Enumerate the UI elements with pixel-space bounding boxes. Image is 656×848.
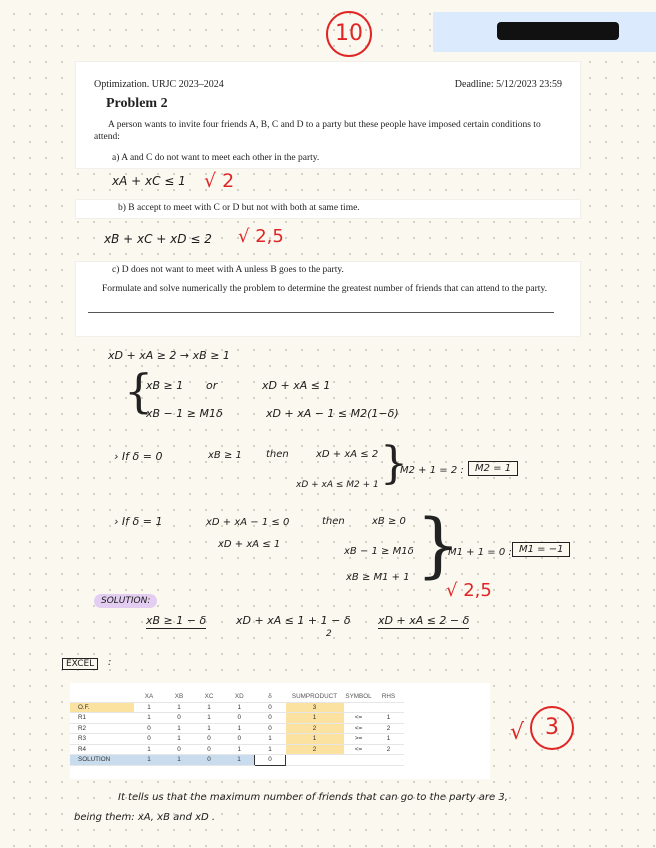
excel-header-cell: XD xyxy=(224,692,255,702)
excel-cell: 0 xyxy=(194,744,224,755)
excel-cell: 1 xyxy=(194,702,224,713)
excel-cell: 0 xyxy=(255,723,286,734)
score-c: √ 2,5 xyxy=(446,580,492,601)
header-left: Optimization. URJC 2023–2024 xyxy=(94,79,224,90)
solution-tag: SOLUTION: xyxy=(94,594,157,608)
excel-cell xyxy=(344,755,374,766)
excel-cell: <= xyxy=(344,723,374,734)
excel-cell: 0 xyxy=(255,702,286,713)
problem-intro: A person wants to invite four friends A, B, C and D to a party but these people have imposed certain conditions to attend: xyxy=(94,120,541,142)
excel-cell: 1 xyxy=(134,755,164,766)
excel-cell: 0 xyxy=(194,734,224,745)
excel-cell: 1 xyxy=(255,734,286,745)
score-b: √ 2,5 xyxy=(238,226,284,247)
conclusion-line-1: It tells us that the maximum number of friends that can go to the party are 3, xyxy=(118,792,508,803)
excel-sheet xyxy=(70,683,490,779)
excel-header-cell: XC xyxy=(194,692,224,702)
excel-header-cell: RHS xyxy=(374,692,404,702)
condition-a: a) A and C do not want to meet each other in the party. xyxy=(112,153,320,163)
excel-cell: 1 xyxy=(134,713,164,724)
excel-cell: 2 xyxy=(374,723,404,734)
excel-row-label: R2 xyxy=(70,723,134,734)
excel-row-label: R1 xyxy=(70,713,134,724)
excel-cell: 0 xyxy=(224,713,255,724)
excel-cell: 2 xyxy=(286,744,344,755)
case2-right3: xB ≥ M1 + 1 xyxy=(346,572,410,583)
excel-cell: 1 xyxy=(224,755,255,766)
excel-cell: 1 xyxy=(286,713,344,724)
excel-cell xyxy=(344,702,374,713)
excel-cell: 0 xyxy=(134,734,164,745)
redaction-bar xyxy=(497,22,619,40)
excel-row xyxy=(70,713,404,724)
sys1-or: or xyxy=(206,379,218,392)
problem-statement-bottom xyxy=(76,262,580,336)
score-excel-value: 3 xyxy=(545,715,559,740)
excel-cell: 1 xyxy=(374,713,404,724)
excel-cell: 1 xyxy=(224,744,255,755)
excel-row xyxy=(70,755,404,766)
excel-cell: <= xyxy=(344,744,374,755)
problem-title: Problem 2 xyxy=(106,96,168,111)
case2-label: › If δ = 1 xyxy=(114,515,163,528)
excel-cell: >= xyxy=(344,734,374,745)
problem-statement-b xyxy=(76,200,580,218)
sys1-left: xB ≥ 1 xyxy=(146,379,184,392)
case1-boxed-result: M2 = 1 xyxy=(468,461,518,476)
handwritten-eq-b: xB + xC + xD ≤ 2 xyxy=(104,232,212,246)
excel-row-label: SOLUTION xyxy=(70,755,134,766)
excel-cell: 0 xyxy=(134,723,164,734)
case1-line1: xD + xA ≤ 2 xyxy=(316,449,379,460)
case1-label: › If δ = 0 xyxy=(114,450,163,463)
excel-row-label: R4 xyxy=(70,744,134,755)
score-a: √ 2 xyxy=(204,170,235,192)
excel-header-cell: SYMBOL xyxy=(345,693,372,701)
excel-row-label: O.F. xyxy=(70,702,134,713)
problem-statement-top xyxy=(76,62,580,168)
excel-cell: 1 xyxy=(164,702,194,713)
case2-right2: xB − 1 ≥ M1δ xyxy=(344,546,414,557)
excel-header-cell: XA xyxy=(134,692,164,702)
case2-line2: xD + xA ≤ 1 xyxy=(218,539,281,550)
excel-cell: 1 xyxy=(134,702,164,713)
header-right: Deadline: 5/12/2023 23:59 xyxy=(454,79,562,90)
sys2-right: xD + xA − 1 ≤ M2(1−δ) xyxy=(266,407,399,420)
system-brace-1: { xyxy=(124,364,154,418)
excel-cell: <= xyxy=(344,713,374,724)
excel-cell: 2 xyxy=(374,744,404,755)
excel-cell: 1 xyxy=(286,734,344,745)
excel-row xyxy=(70,723,404,734)
solution-eq-1: xB ≥ 1 − δ xyxy=(146,614,207,627)
grade-value: 10 xyxy=(335,21,363,46)
excel-cell: 1 xyxy=(164,755,194,766)
case2-result: M1 + 1 = 0 : xyxy=(448,547,512,558)
conclusion-line-2: being them: xA, xB and xD . xyxy=(74,812,216,823)
excel-cell: 1 xyxy=(224,723,255,734)
excel-row xyxy=(70,734,404,745)
solution-eq-2: xD + xA ≤ 1 + 1 − δ xyxy=(236,614,351,627)
excel-header-row xyxy=(70,692,404,702)
case1-then: then xyxy=(266,449,289,460)
solution-eq-2-denominator: 2 xyxy=(326,629,332,639)
excel-row xyxy=(70,744,404,755)
excel-cell: 0 xyxy=(255,713,286,724)
case2-right1: xB ≥ 0 xyxy=(372,516,406,527)
case1-brace: } xyxy=(380,438,408,489)
case2-brace: } xyxy=(416,504,461,586)
excel-header-cell xyxy=(70,692,134,702)
condition-c: c) D does not want to meet with A unless B goes to the party. xyxy=(112,265,344,275)
case2-then: then xyxy=(322,516,345,527)
case1-condition: xB ≥ 1 xyxy=(208,450,242,461)
rule-line xyxy=(88,312,554,313)
excel-row-label: R3 xyxy=(70,734,134,745)
excel-cell xyxy=(374,755,404,766)
excel-tag: EXCEL xyxy=(62,658,98,670)
excel-cell: 1 xyxy=(255,744,286,755)
excel-cell: 1 xyxy=(164,734,194,745)
excel-cell: 2 xyxy=(286,723,344,734)
problem-closing: Formulate and solve numerically the problem to determine the greatest number of friends that can attend to the party. xyxy=(102,284,547,294)
excel-cell: 1 xyxy=(194,723,224,734)
excel-cell: 0 xyxy=(164,744,194,755)
excel-cell xyxy=(286,755,344,766)
excel-cell: 0 xyxy=(224,734,255,745)
excel-cell: 1 xyxy=(194,713,224,724)
score-excel-circle xyxy=(530,706,574,750)
excel-colon: : xyxy=(108,657,112,668)
excel-table xyxy=(70,692,404,766)
sys1-right: xD + xA ≤ 1 xyxy=(262,379,331,392)
handwritten-eq-a: xA + xC ≤ 1 xyxy=(112,174,186,188)
excel-cell: 3 xyxy=(286,702,344,713)
excel-cell: 0 xyxy=(164,713,194,724)
condition-b: b) B accept to meet with C or D but not with both at same time. xyxy=(118,203,360,213)
excel-cell: 1 xyxy=(134,744,164,755)
excel-cell xyxy=(374,702,404,713)
case1-result: M2 + 1 = 2 : xyxy=(400,465,464,476)
excel-header-cell: XB xyxy=(164,692,194,702)
solution-eq-3: xD + xA ≤ 2 − δ xyxy=(378,614,470,627)
excel-cell: 1 xyxy=(164,723,194,734)
excel-header-cell: δ xyxy=(255,692,286,702)
excel-cell: 1 xyxy=(374,734,404,745)
excel-row xyxy=(70,702,404,713)
case2-line1: xD + xA − 1 ≤ 0 xyxy=(206,517,290,528)
sys2-left: xB − 1 ≥ M1δ xyxy=(146,407,223,420)
eq-c-implication: xD + xA ≥ 2 → xB ≥ 1 xyxy=(108,349,230,362)
excel-cell: 0 xyxy=(194,755,224,766)
case2-boxed-result: M1 = −1 xyxy=(512,542,570,557)
student-name-box xyxy=(433,12,656,52)
excel-header-cell: SUMPRODUCT xyxy=(286,692,344,702)
case1-line2: xD + xA ≤ M2 + 1 xyxy=(296,480,379,490)
score-excel-check: √ xyxy=(510,720,525,745)
grade-circle xyxy=(326,11,372,57)
excel-cell: 1 xyxy=(224,702,255,713)
excel-cell: 0 xyxy=(255,755,286,766)
